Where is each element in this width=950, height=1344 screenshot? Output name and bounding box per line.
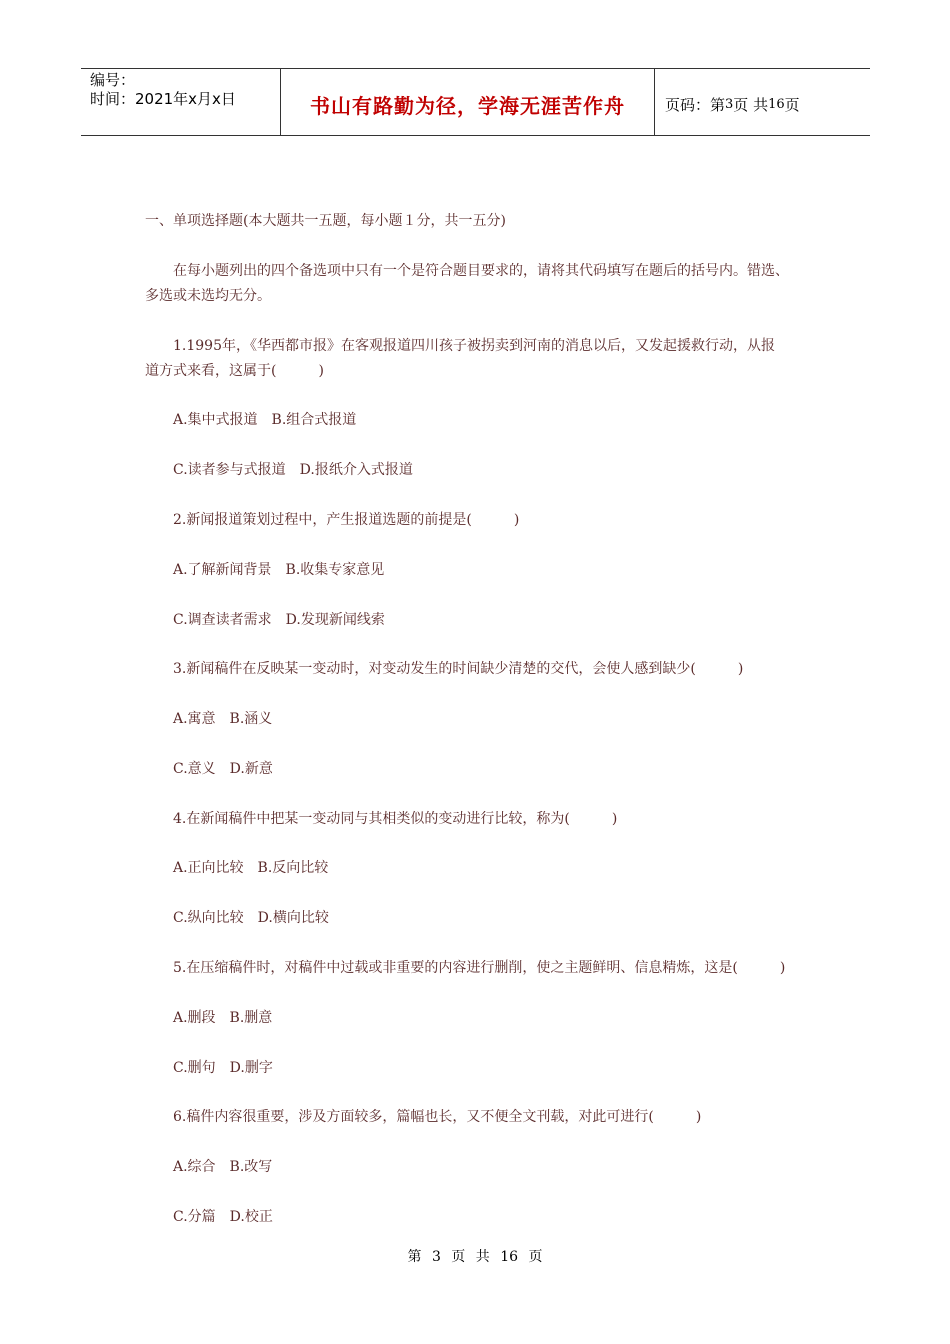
page-number: 3	[725, 96, 734, 112]
instruction-line-1: 在每小题列出的四个备选项中只有一个是符合题目要求的，请将其代码填写在题后的括号内。错选、	[173, 263, 789, 279]
question-4-options-ab: A.正向比较 B.反向比较	[173, 860, 329, 876]
section-title: 一、单项选择题(本大题共一五题，每小题１分，共一五分)	[145, 213, 506, 229]
question-4-stem: 4.在新闻稿件中把某一变动同与其相类似的变动进行比较，称为( )	[173, 811, 618, 827]
page-footer: 第 3 页 共 16 页	[407, 1249, 543, 1265]
instruction-line-2: 多选或未选均无分。	[145, 288, 271, 304]
question-6-stem: 6.稿件内容很重要，涉及方面较多，篇幅也长，又不便全文刊载，对此可进行( )	[173, 1109, 702, 1125]
question-2-options-cd: C.调查读者需求 D.发现新闻线索	[173, 612, 385, 628]
header-motto: 书山有路勤为径，学海无涯苦作舟	[281, 69, 655, 135]
question-3-options-cd: C.意义 D.新意	[173, 761, 273, 777]
page-header	[81, 68, 870, 136]
question-3-options-ab: A.寓意 B.涵义	[173, 711, 273, 727]
question-1-stem: 1.1995年，《华西都市报》在客观报道四川孩子被拐卖到河南的消息以后，又发起援救行动，从报	[173, 338, 775, 354]
question-1-options-ab: A.集中式报道 B.组合式报道	[173, 412, 357, 428]
code-label: 编号：	[90, 71, 136, 89]
question-5-options-cd: C.删句 D.删字	[173, 1060, 273, 1076]
question-5-stem: 5.在压缩稿件时，对稿件中过载或非重要的内容进行删削，使之主题鲜明、信息精炼，这是( )	[173, 960, 786, 976]
header-meta	[81, 69, 281, 135]
question-1-stem-cont: 道方式来看，这属于( )	[145, 363, 324, 379]
question-2-stem: 2.新闻报道策划过程中，产生报道选题的前提是( )	[173, 512, 520, 528]
page-mid: 页 共	[733, 95, 769, 114]
header-page-info	[655, 69, 870, 135]
question-1-options-cd: C.读者参与式报道 D.报纸介入式报道	[173, 462, 413, 478]
question-5-options-ab: A.删段 B.删意	[173, 1010, 273, 1026]
question-6-options-cd: C.分篇 D.校正	[173, 1209, 273, 1225]
page-prefix: 页码：第	[665, 95, 726, 114]
question-3-stem: 3.新闻稿件在反映某一变动时，对变动发生的时间缺少清楚的交代，会使人感到缺少( )	[173, 661, 744, 677]
question-4-options-cd: C.纵向比较 D.横向比较	[173, 910, 329, 926]
page-total: 16	[768, 96, 785, 112]
page-suffix: 页	[784, 95, 800, 114]
time-label: 时间：2021年x月x日	[90, 90, 236, 108]
question-6-options-ab: A.综合 B.改写	[173, 1159, 273, 1175]
question-2-options-ab: A.了解新闻背景 B.收集专家意见	[173, 562, 385, 578]
